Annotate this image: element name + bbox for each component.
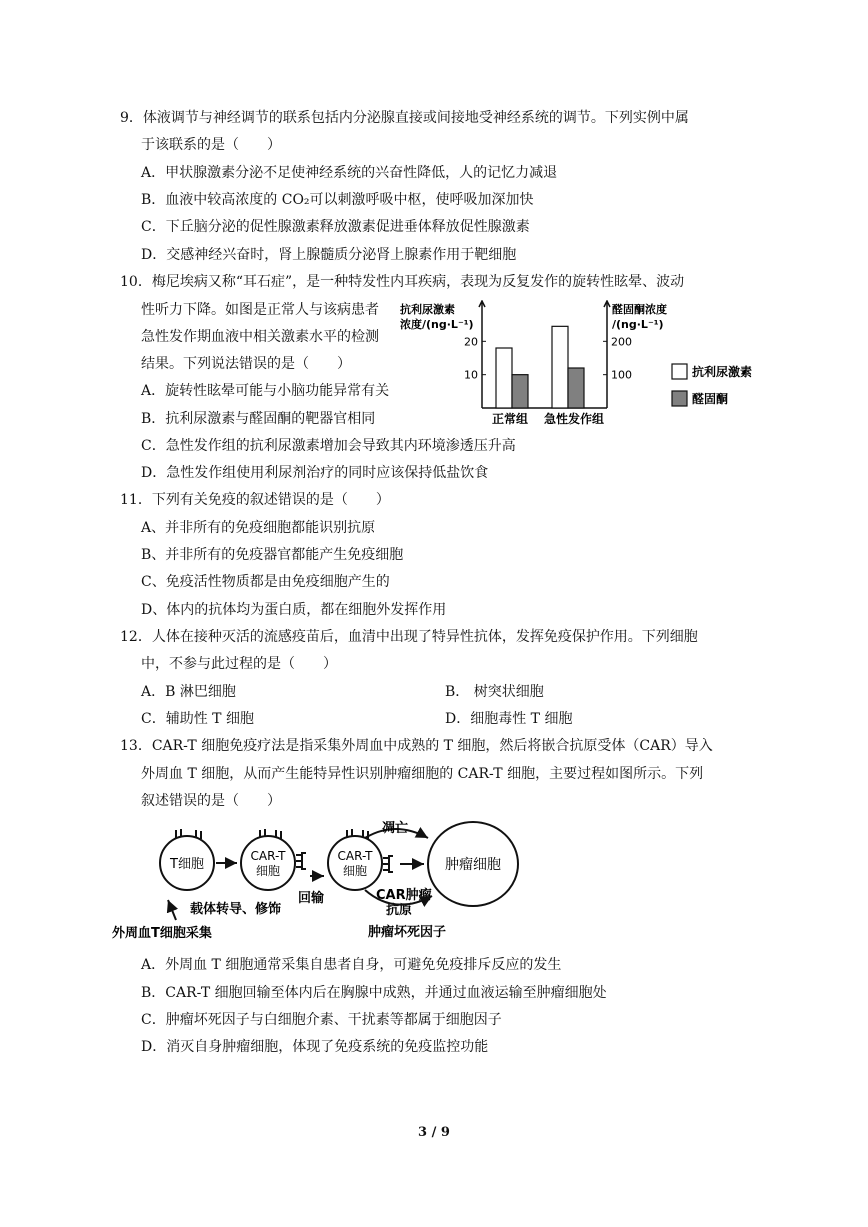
hormone-bar-chart [400, 300, 765, 430]
apoptosis-label: 凋亡 [382, 821, 409, 836]
q11-option-a: A、并非所有的免疫细胞都能识别抗原 [141, 520, 376, 536]
legend-label: 抗利尿激素 [692, 365, 753, 379]
q11-option-d: D、体内的抗体均为蛋白质，都在细胞外发挥作用 [141, 602, 447, 618]
q12-option-d: D．细胞毒性 T 细胞 [445, 711, 573, 727]
q13-option-c: C．肿瘤坏死因子与白细胞介素、干扰素等都属于细胞因子 [141, 1012, 502, 1028]
q10-option-c: C．急性发作组的抗利尿激素增加会导致其内环境渗透压升高 [141, 438, 516, 454]
q9-stem-cont: 于该联系的是（ ） [141, 137, 281, 153]
bar-aldosterone [512, 375, 528, 408]
q10-stem-2: 性听力下降。如图是正常人与该病患者 [141, 302, 379, 318]
x-category-label: 正常组 [491, 412, 529, 426]
q13-stem-3: 叙述错误的是（ ） [141, 793, 281, 809]
q13-option-a: A．外周血 T 细胞通常采集自患者自身，可避免免疫排斥反应的发生 [141, 957, 562, 973]
right-tick-label: 100 [611, 368, 632, 382]
car-t-2-label-b: 细胞 [342, 864, 368, 878]
car-t-1-label-a: CAR-T [250, 849, 286, 863]
q10-stem-4: 结果。下列说法错误的是（ ） [141, 356, 351, 372]
q10-option-b: B．抗利尿激素与醛固酮的靶器官相同 [141, 411, 376, 427]
left-tick-label: 20 [464, 335, 478, 349]
page-number: 3 / 9 [418, 1125, 450, 1140]
q13-option-d: D．消灭自身肿瘤细胞，体现了免疫系统的免疫监控功能 [141, 1039, 489, 1055]
left-tick-label: 10 [464, 368, 478, 382]
q13-option-b: B．CAR-T 细胞回输至体内后在胸腺中成熟，并通过血液运输至肿瘤细胞处 [141, 985, 607, 1001]
left-axis-title: 浓度/(ng·L⁻¹) [400, 318, 474, 331]
car-t-cell-circle-1 [241, 836, 295, 890]
q12-stem-cont: 中，不参与此过程的是（ ） [141, 656, 337, 672]
q12-stem: 12．人体在接种灭活的流感疫苗后，血清中出现了特异性抗体，发挥免疫保护作用。下列细胞 [120, 629, 698, 645]
car-t-process-diagram [110, 818, 540, 948]
arrow-collect [168, 900, 176, 920]
antigen-label-b: 抗原 [386, 903, 413, 918]
q10-option-a: A．旋转性眩晕可能与小脑功能异常有关 [141, 383, 390, 399]
chart-legend [672, 364, 752, 406]
collect-label: 外周血T细胞采集 [112, 926, 212, 941]
q13-stem: 13．CAR-T 细胞免疫疗法是指采集外周血中成熟的 T 细胞，然后将嵌合抗原受体（CAR）导入 [120, 738, 713, 754]
legend-swatch [672, 391, 687, 406]
q11-option-b: B、并非所有的免疫器官都能产生免疫细胞 [141, 547, 404, 563]
q12-option-b: B． 树突状细胞 [445, 684, 544, 700]
q11-stem: 11．下列有关免疫的叙述错误的是（ ） [120, 492, 390, 508]
tnf-label: 肿瘤坏死因子 [368, 925, 447, 940]
legend-swatch [672, 364, 687, 379]
vector-label: 载体转导、修饰 [190, 902, 282, 917]
bar-adh [552, 326, 568, 408]
car-t-cell-circle-2 [328, 836, 382, 890]
right-tick-label: 200 [611, 335, 632, 349]
t-cell-label: T细胞 [170, 857, 204, 872]
q10-option-d: D．急性发作组使用利尿剂治疗的同时应该保持低盐饮食 [141, 465, 489, 481]
bar-aldosterone [568, 368, 584, 408]
x-category-label: 急性发作组 [543, 412, 605, 426]
left-axis-title: 抗利尿激素 [400, 303, 455, 316]
right-axis-title: /(ng·L⁻¹) [612, 318, 664, 331]
chart-bars [496, 326, 584, 408]
q10-stem: 10．梅尼埃病又称“耳石症”，是一种特发性内耳疾病，表现为反复发作的旋转性眩晕、波动 [120, 274, 685, 290]
right-axis-title: 醛固酮浓度 [612, 303, 667, 316]
q10-stem-3: 急性发作期血液中相关激素水平的检测 [141, 329, 379, 345]
q9-option-c: C．下丘脑分泌的促性腺激素释放激素促进垂体释放促性腺激素 [141, 219, 530, 235]
q9-stem: 9．体液调节与神经调节的联系包括内分泌腺直接或间接地受神经系统的调节。下列实例中属 [120, 110, 689, 126]
q12-option-c: C．辅助性 T 细胞 [141, 711, 254, 727]
q11-option-c: C、免疫活性物质都是由免疫细胞产生的 [141, 574, 390, 590]
q12-option-a: A．B 淋巴细胞 [141, 684, 236, 700]
bar-adh [496, 348, 512, 408]
car-t-1-label-b: 细胞 [255, 864, 281, 878]
q9-option-b: B．血液中较高浓度的 CO₂可以刺激呼吸中枢，使呼吸加深加快 [141, 192, 534, 208]
q9-option-a: A．甲状腺激素分泌不足使神经系统的兴奋性降低，人的记忆力减退 [141, 165, 558, 181]
reinfuse-label: 回输 [298, 891, 325, 906]
car-t-2-label-a: CAR-T [337, 849, 373, 863]
q13-stem-2: 外周血 T 细胞，从而产生能特异性识别肿瘤细胞的 CAR-T 细胞，主要过程如图所示。下列 [141, 766, 704, 782]
tumor-cell-label: 肿瘤细胞 [445, 857, 501, 873]
q9-option-d: D．交感神经兴奋时，肾上腺髓质分泌肾上腺素作用于靶细胞 [141, 247, 517, 263]
antigen-label-a: CAR肿瘤 [376, 888, 432, 903]
legend-label: 醛固酮 [692, 392, 729, 406]
